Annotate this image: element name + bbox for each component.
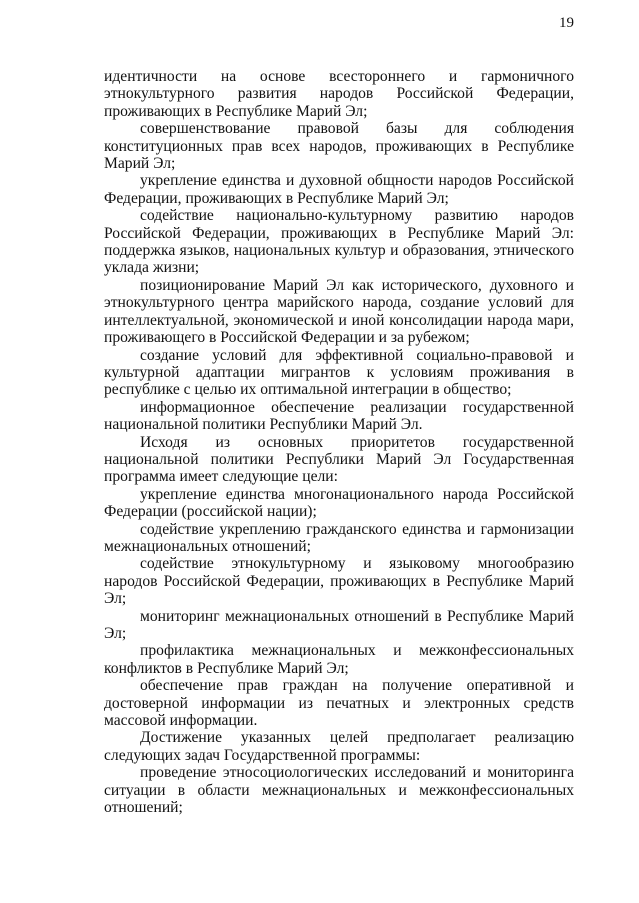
paragraph: содействие этнокультурному и языковому многообразию народов Российской Федерации, проживающих в Республике Марий Эл; (104, 555, 574, 608)
paragraph: профилактика межнациональных и межконфессиональных конфликтов в Республике Марий Эл; (104, 642, 574, 677)
paragraph: совершенствование правовой базы для соблюдения конституционных прав всех народов, проживающих в Республике Марий Эл; (104, 120, 574, 173)
paragraph: Достижение указанных целей предполагает реализацию следующих задач Государственной программы: (104, 729, 574, 764)
page-number: 19 (559, 15, 574, 31)
paragraph: содействие укреплению гражданского единства и гармонизации межнациональных отношений; (104, 520, 574, 555)
paragraph: укрепление единства многонационального народа Российской Федерации (российской нации); (104, 485, 574, 521)
paragraph: мониторинг межнациональных отношений в Республике Марий Эл; (104, 607, 574, 642)
paragraph: обеспечение прав граждан на получение оперативной и достоверной информации из печатных и электронных средств массовой информации. (104, 677, 574, 730)
paragraph: укрепление единства и духовной общности народов Российской Федерации, проживающих в Республике Марий Эл; (104, 172, 574, 207)
paragraph-continuation: идентичности на основе всестороннего и гармоничного этнокультурного развития народов Российской Федерации, проживающих в Республике Марий Эл; (104, 68, 574, 120)
paragraph: позиционирование Марий Эл как исторического, духовного и этнокультурного центра марийского народа, создание условий для интеллектуальной, экономической и иной консолидации народа мари, проживающего в Российской Федерации и за рубежом; (104, 276, 574, 347)
paragraph: проведение этносоциологических исследований и мониторинга ситуации в области межнациональных и межконфессиональных отношений; (104, 764, 574, 817)
paragraph: Исходя из основных приоритетов государственной национальной политики Республики Марий Эл Государственная программа имеет следующие цели: (104, 433, 574, 486)
paragraph: информационное обеспечение реализации государственной национальной политики Республики Марий Эл. (104, 398, 574, 434)
document-body (104, 68, 574, 816)
paragraph: содействие национально-культурному развитию народов Российской Федерации, проживающих в Республике Марий Эл: поддержка языков, национальных культур и образования, этнического уклада жизни; (104, 207, 574, 277)
paragraph: создание условий для эффективной социально-правовой и культурной адаптации мигрантов к условиям проживания в республике с целью их оптимальной интеграции в общество; (104, 346, 574, 399)
